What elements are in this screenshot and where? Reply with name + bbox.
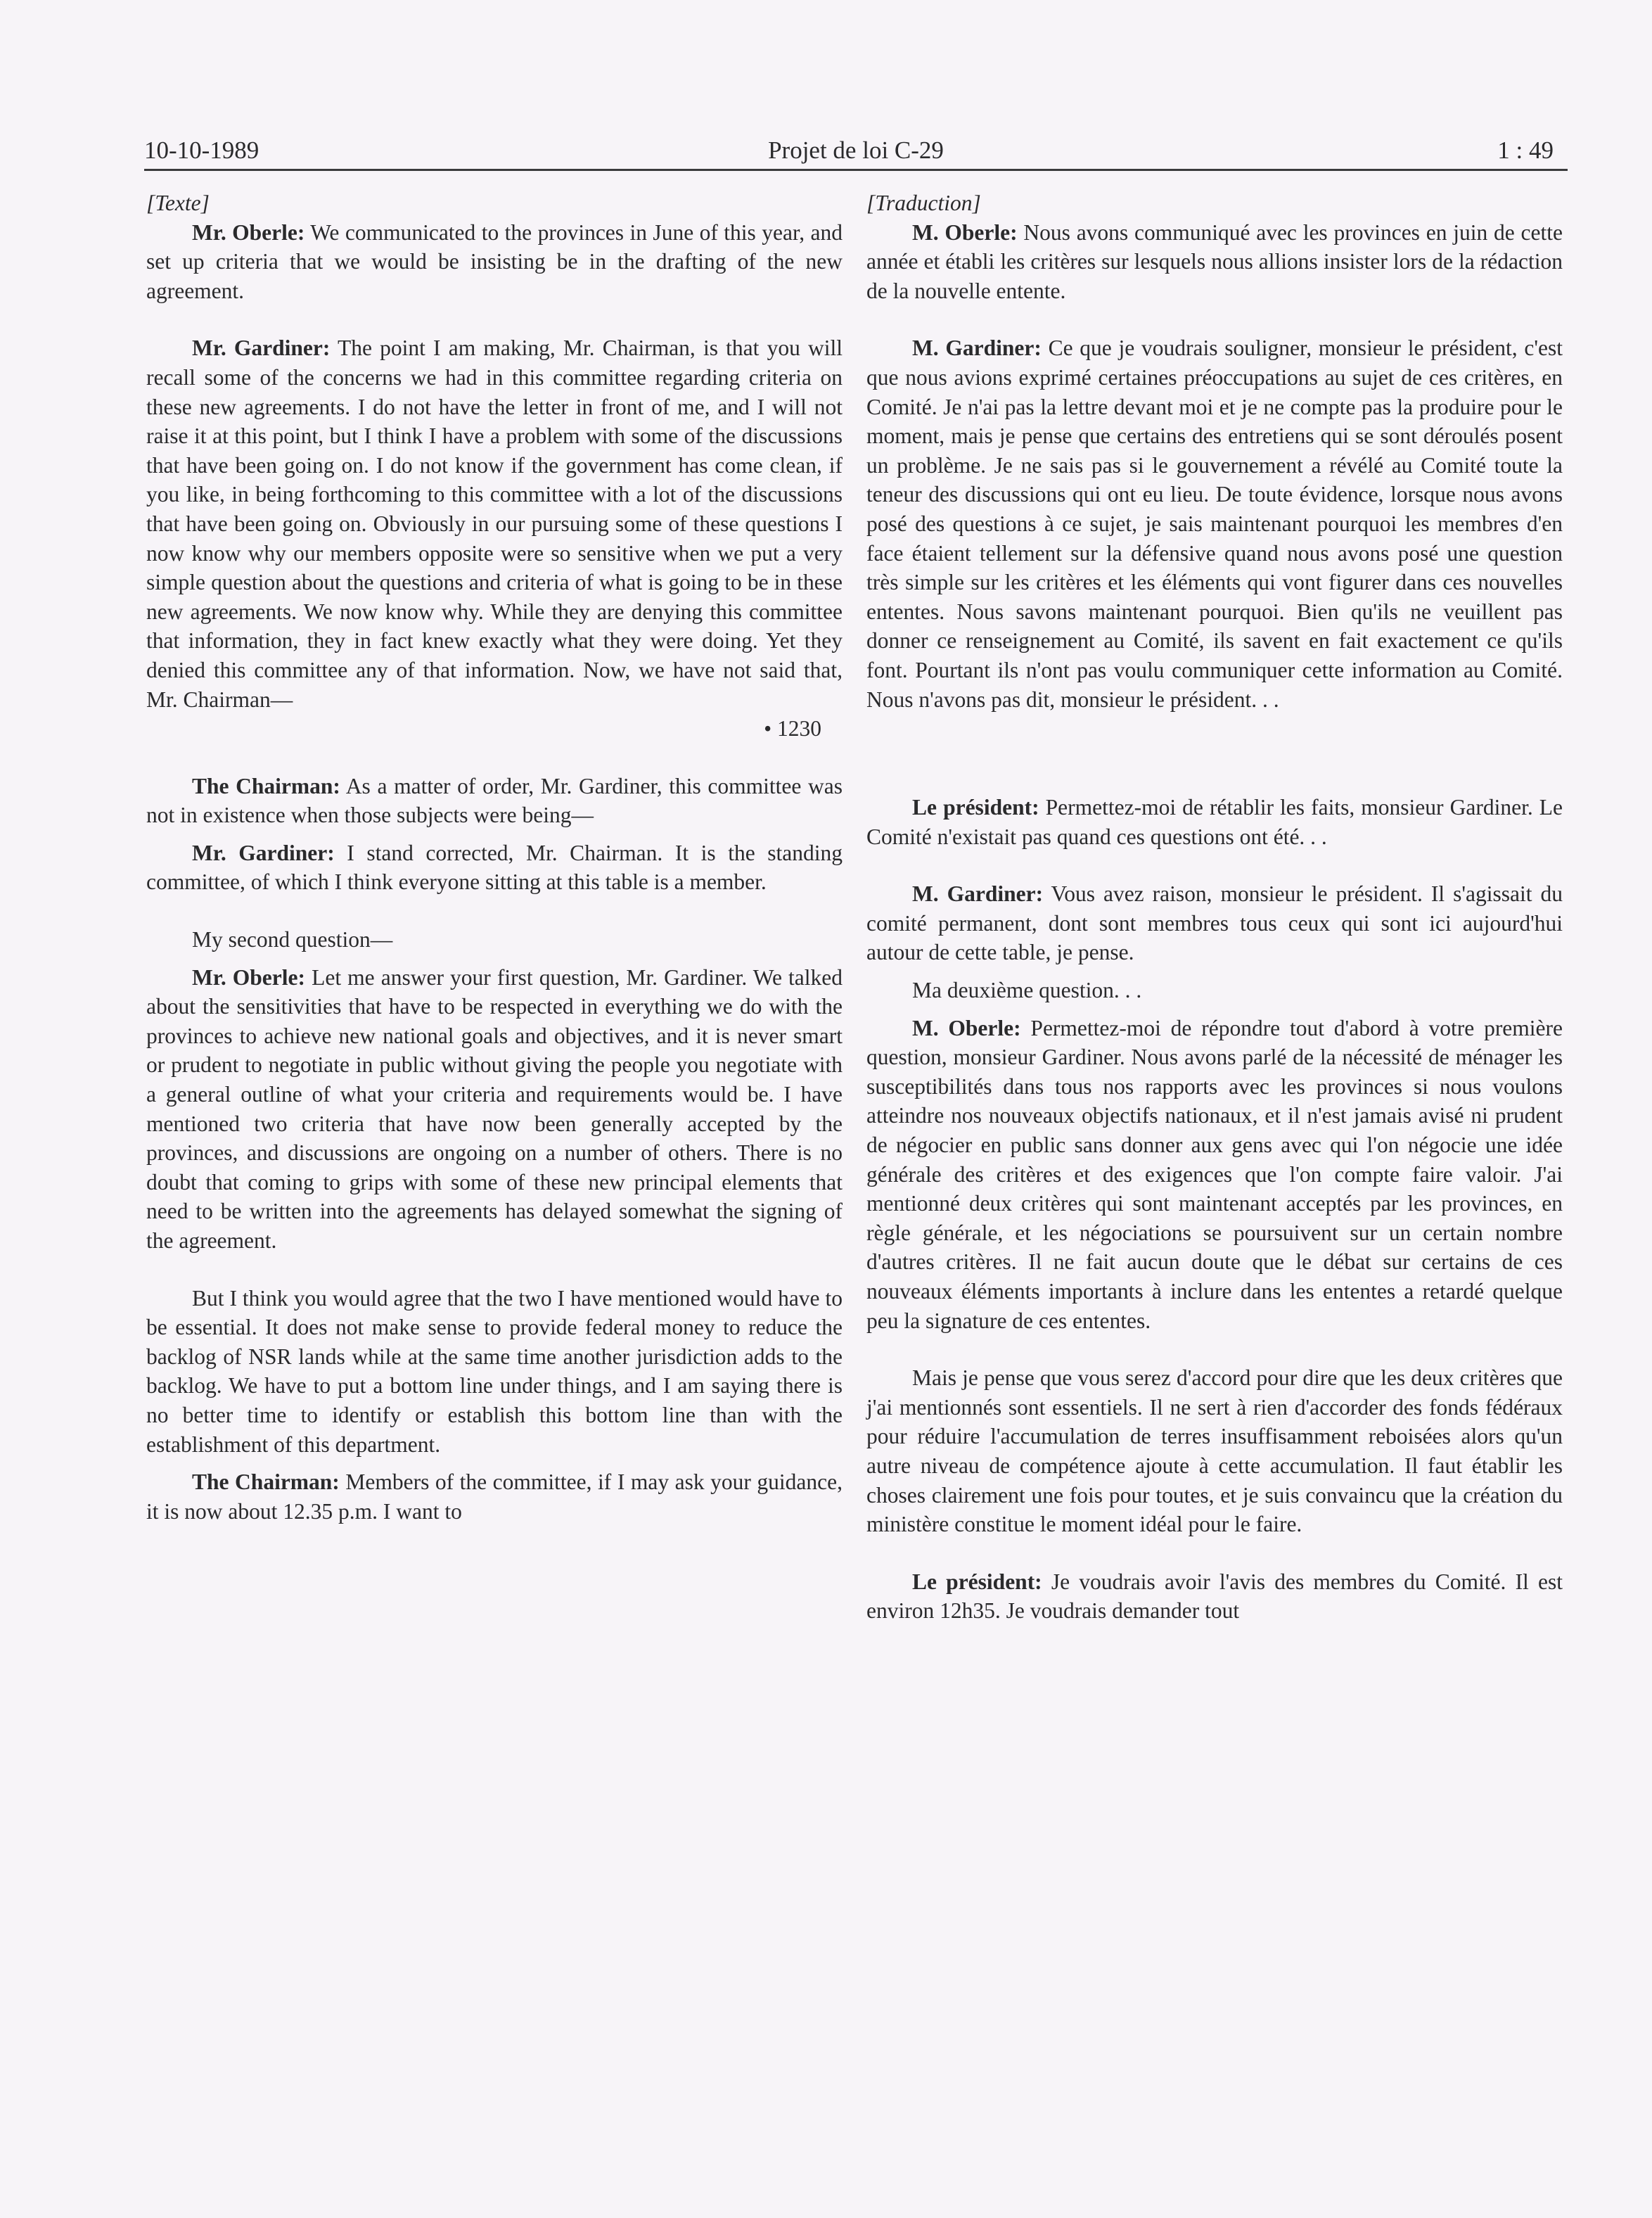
paragraph [866, 879, 1563, 967]
paragraph [146, 963, 843, 1256]
speech-text: Let me answer your first question, Mr. Gardiner. We talked about the sensitivities that have to be respected in everything we do with the provinces to achieve new national goals and objectives, and it is never smart or prudent to negotiate in public without giving the people you negotiate with a general outline of what your criteria and requirements would be. I have mentioned two criteria that have now been generally accepted by the provinces, and discussions are ongoing on a number of others. There is no doubt that coming to grips with some of these new principal elements that need to be written into the agreements has delayed somewhat the signing of the agreement. [146, 964, 843, 1253]
paragraph [146, 772, 843, 830]
french-column [866, 189, 1563, 1626]
speech-text: Nous avons communiqué avec les provinces en juin de cette année et établi les critères sur lesquels nous allions insister lors de la rédaction de la nouvelle entente. [866, 219, 1563, 303]
speech-text: Permettez-moi de rétablir les faits, monsieur Gardiner. Le Comité n'existait pas quand ces questions ont été. . . [866, 795, 1563, 849]
paragraph: Ma deuxième question. . . [912, 978, 1142, 1003]
speaker-name: Mr. Gardiner: [192, 336, 331, 361]
header-date: 10-10-1989 [144, 136, 260, 164]
paragraph [146, 839, 843, 897]
speaker-name: The Chairman: [192, 773, 340, 798]
header-page-number: 1 : 49 [1497, 136, 1554, 164]
paragraph [146, 1467, 843, 1526]
section-tag: [Traduction] [866, 191, 981, 215]
paragraph: My second question— [192, 927, 393, 952]
speech-text: I stand corrected, Mr. Chairman. It is the standing committee, of which I think everyone sitting at this table is a member. [146, 840, 843, 895]
paragraph [866, 218, 1563, 306]
paragraph: But I think you would agree that the two I have mentioned would have to be essential. It does not make sense to provide federal money to reduce the backlog of NSR lands while at the same time another jurisdiction adds to the backlog. We have to put a bottom line under things, and I am saying there is no better time to identify or establish this bottom line than with the establishment of this department. [146, 1285, 843, 1457]
speech-text: We communicated to the provinces in June of this year, and set up criteria that we would be insisting be in the drafting of the new agreement. [146, 219, 843, 303]
speech-text: As a matter of order, Mr. Gardiner, this committee was not in existence when those subjects were being— [146, 773, 843, 828]
speaker-name: M. Oberle: [912, 219, 1018, 245]
page-header [144, 127, 1568, 171]
header-title: Projet de loi C-29 [768, 136, 944, 164]
speaker-name: The Chairman: [192, 1470, 340, 1495]
paragraph [866, 1567, 1563, 1626]
speaker-name: M. Gardiner: [912, 881, 1044, 907]
paragraph: Mais je pense que vous serez d'accord pour dire que les deux critères que j'ai mentionnés sont essentiels. Il ne sert à rien d'accorder des fonds fédéraux pour réduire l'accumulation de terres insuffisamment reboisées alors qu'un autre niveau de compétence ajoute à cette accumulation. Il faut établir les choses clairement une fois pour toutes, et je suis convaincu que la création du ministère constitue le moment idéal pour le faire. [866, 1365, 1563, 1537]
speech-text: The point I am making, Mr. Chairman, is that you will recall some of the concerns we had in this committee regarding criteria on these new agreements. I do not have the letter in front of me, and I will not raise it at this point, but I think I have a problem with some of the discussions that have been going on. I do not know if the government has come clean, if you like, in being forthcoming to this committee with a lot of the discussions that have been going on. Obviously in our pursuing some of these questions I now know why our members opposite were so sensitive when we put a very simple question about the questions and criteria of what is going to be in these new agreements. We now know why. While they are denying this committee that information, they in fact knew exactly what they were doing. Yet they denied this committee any of that information. Now, we have not said that, Mr. Chairman— [146, 336, 843, 712]
english-column [146, 189, 843, 1526]
paragraph [146, 218, 843, 306]
speaker-name: Le président: [912, 1569, 1042, 1594]
paragraph [866, 1014, 1563, 1336]
speaker-name: M. Oberle: [912, 1015, 1021, 1040]
speech-text: Ce que je voudrais souligner, monsieur le président, c'est que nous avions exprimé certaines préoccupations au sujet de ces critères, en Comité. Je n'ai pas la lettre devant moi et je ne compte pas la produire pour le moment, mais je pense que certains des entretiens qui se sont déroulés posent un problème. Je ne sais pas si le gouvernement a révélé au Comité toute la teneur des discussions qui ont eu lieu. De toute évidence, lorsque nous avons posé des questions à ce sujet, je sais maintenant pourquoi les membres d'en face étaient tellement sur la défensive quand nous avons posé une question très simple sur les critères et les éléments qui vont figurer dans ces nouvelles ententes. Nous savons maintenant pourquoi. Bien qu'ils ne veuillent pas donner ce renseignement au Comité, ils savent en fait exactement ce qu'ils font. Pourtant ils n'ont pas voulu communiquer cette information au Comité. Nous n'avons pas dit, monsieur le président. . . [866, 336, 1563, 712]
section-tag: [Texte] [146, 191, 210, 215]
speaker-name: Mr. Gardiner: [192, 840, 335, 865]
speaker-name: Mr. Oberle: [192, 219, 305, 245]
timestamp: • 1230 [764, 716, 821, 741]
speech-text: Members of the committee, if I may ask your guidance, it is now about 12.35 p.m. I want to [146, 1470, 843, 1524]
speech-text: Je voudrais avoir l'avis des membres du Comité. Il est environ 12h35. Je voudrais demander tout [866, 1569, 1563, 1624]
paragraph [146, 333, 843, 714]
paragraph [866, 333, 1563, 714]
speech-text: Vous avez raison, monsieur le président. Il s'agissait du comité permanent, dont sont membres tous ceux qui sont ici aujourd'hui autour de cette table, je pense. [866, 881, 1563, 965]
speaker-name: M. Gardiner: [912, 336, 1042, 361]
paragraph [866, 793, 1563, 851]
speaker-name: Mr. Oberle: [192, 964, 305, 990]
speech-text: Permettez-moi de répondre tout d'abord à votre première question, monsieur Gardiner. Nous avons parlé de la nécessité de ménager les susceptibilités dans tous nos rapports avec les provinces si nous voulons atteindre nos nouveaux objectifs nationaux, et il n'est jamais avisé ni prudent de négocier en public sans donner aux gens avec qui l'on négocie une idée générale des critères et des exigences que l'on compte faire valoir. J'ai mentionné deux critères qui sont maintenant acceptés par les provinces, en règle générale, et les négociations se poursuivent sur un certain nombre d'autres critères. Il ne fait aucun doute que le débat sur certains de ces nouveaux éléments importants à inclure dans les ententes a retardé quelque peu la signature de ces ententes. [866, 1015, 1563, 1333]
speaker-name: Le président: [912, 795, 1039, 820]
